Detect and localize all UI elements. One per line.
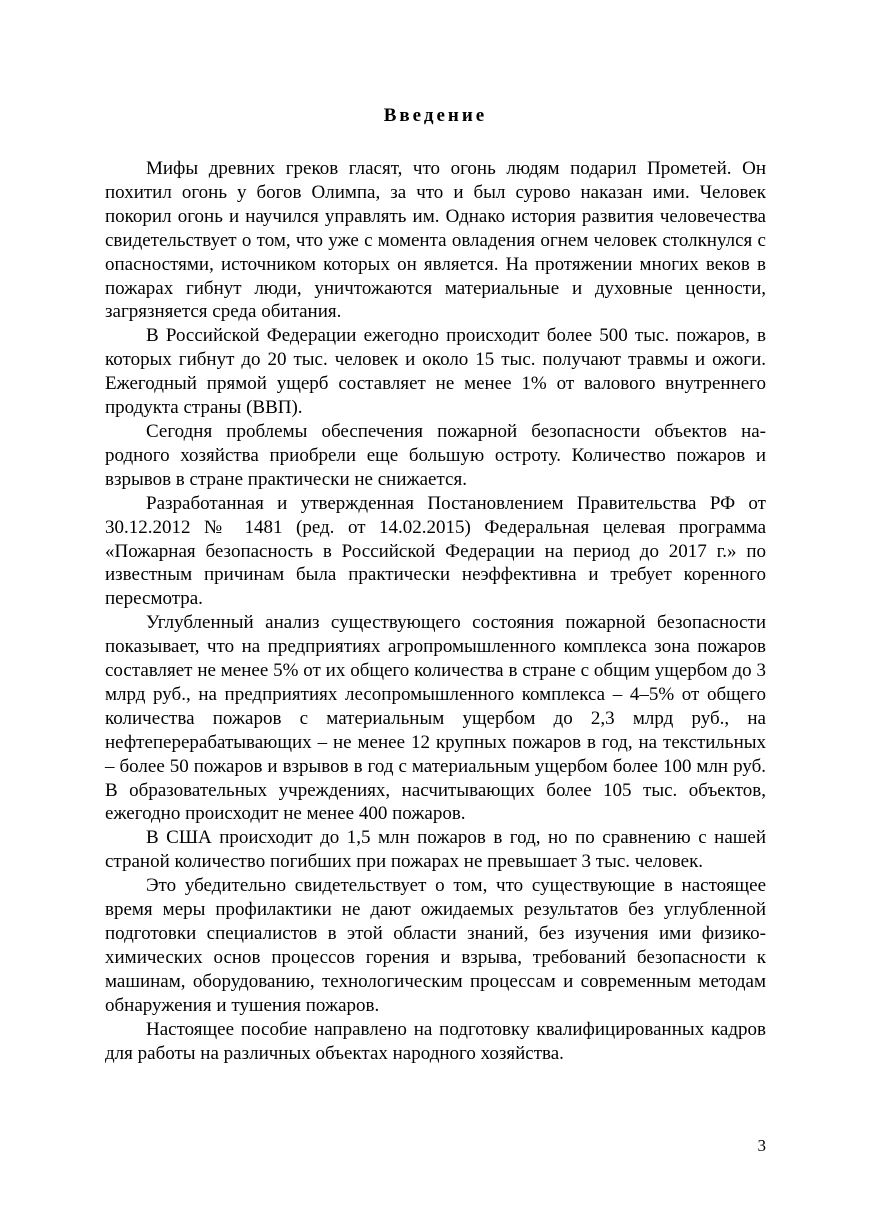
paragraph-5: Углубленный анализ существующего состояния пожарной безопасности показывает, что на предприятиях агропромышленного комплекса зона пожаров составляет не менее 5% от их общего количества в стране с общим ущербом до 3 млрд руб., на предприятиях лесопромышленного комплекса – 4–5% от общего количества пожаров с материальным ущербом до 2,3 млрд руб., на нефтеперерабатывающих – не менее 12 крупных пожаров в год, на текстильных – более 50 пожаров и взрывов в год с материальным ущербом более 100 млн руб. В образовательных учреждениях, насчитывающих более 105 тыс. объектов, ежегодно происходит не менее 400 пожаров. (105, 612, 766, 825)
paragraph-6: В США происходит до 1,5 млн пожаров в год, но по сравнению с нашей страной количество погибших при пожарах не превышает 3 тыс. человек. (105, 827, 766, 873)
section-heading: Введение (383, 105, 488, 126)
paragraph-3: Сегодня проблемы обеспечения пожарной безопасности объектов народного хозяйства приобрели еще большую остроту. Количество пожаров и взрывов в стране практически не снижается. (105, 420, 766, 490)
paragraph-8: Настоящее пособие направлено на подготовку квалифицированных кадров для работы на различных объектах народного хозяйства. (105, 1018, 766, 1064)
page-number: 3 (757, 1136, 766, 1155)
paragraph-2: В Российской Федерации ежегодно происходит более 500 тыс. пожаров, в которых гибнут до 20 тыс. человек и около 15 тыс. получают травмы и ожоги. Ежегодный прямой ущерб составляет не менее 1% от валового внутреннего продукта страны (ВВП). (105, 325, 766, 419)
paragraph-4: Разработанная и утвержденная Постановлением Правительства РФ от 30.12.2012 № 1481 (ред. от 14.02.2015) Федеральная целевая программа «Пожарная безопасность в Российской Федерации на период до 2017 г.» по известным причинам была практически неэффективна и требует коренного пересмотра. (105, 492, 766, 610)
document-page (105, 101, 766, 1065)
paragraph-7: Это убедительно свидетельствует о том, что существующие в настоящее время меры профилактики не дают ожидаемых результатов без углубленной подготовки специалистов в этой области знаний, без изучения ими физико-химических основ процессов горения и взрыва, требований безопасности к машинам, оборудованию, технологическим процессам и современным методам обнаружения и тушения пожаров. (105, 875, 766, 1016)
paragraph-1: Мифы древних греков гласят, что огонь людям подарил Прометей. Он похитил огонь у богов Олимпа, за что и был сурово наказан ими. Человек покорил огонь и научился управлять им. Однако история развития человечества свидетельствует о том, что уже с момента овладения огнем человек столкнулся с опасностями, источником которых он является. На протяжении многих веков в пожарах гибнут люди, уничтожаются материальные и духовные ценности, загрязняется среда обитания. (105, 158, 766, 323)
